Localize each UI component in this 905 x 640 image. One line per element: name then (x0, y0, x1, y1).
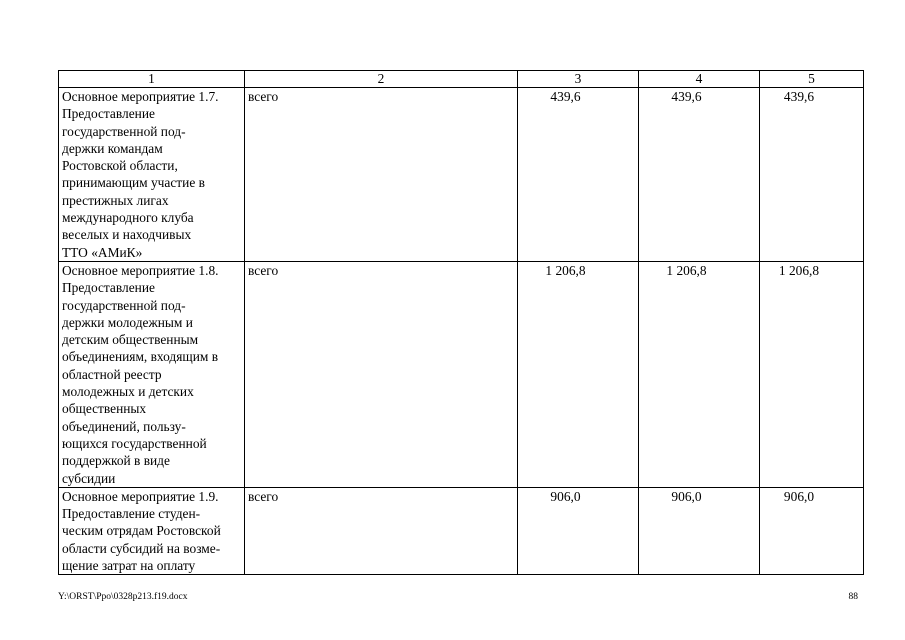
funding-source: всего (245, 88, 518, 262)
description-line: международного клуба (62, 210, 194, 226)
footer-page-number: 88 (848, 592, 858, 602)
description-line: государственной под- (62, 297, 186, 313)
value-col3: 439,6 (518, 88, 639, 262)
activity-description (59, 88, 245, 262)
description-line: Предоставление студен- (62, 506, 201, 522)
table-header-row (59, 71, 864, 88)
description-line: субсидии (62, 470, 116, 486)
description-line: принимающим участие в (62, 175, 205, 191)
activity-description (59, 262, 245, 488)
header-cell-3: 3 (518, 71, 639, 88)
data-table (58, 70, 864, 575)
value-col5: 906,0 (760, 487, 864, 574)
description-line: Ростовской области, (62, 158, 178, 174)
description-line: Основное мероприятие 1.8. (62, 263, 219, 278)
header-cell-4: 4 (639, 71, 760, 88)
footer-file-path: Y:\ORST\Ppo\0328p213.f19.docx (58, 592, 188, 602)
description-line: держки молодежным и (62, 314, 193, 330)
description-line: ющихся государственной (62, 435, 207, 451)
description-line: Основное мероприятие 1.9. (62, 488, 219, 504)
table-row (59, 487, 864, 574)
description-line: объединениям, входящим в (62, 349, 219, 365)
value-col4: 906,0 (639, 487, 760, 574)
value-col3: 906,0 (518, 487, 639, 574)
description-line: Предоставление (62, 280, 155, 296)
description-line: области субсидий на возме- (62, 540, 221, 556)
header-cell-2: 2 (245, 71, 518, 88)
value-col5: 439,6 (760, 88, 864, 262)
table-row (59, 262, 864, 488)
value-col4: 439,6 (639, 88, 760, 262)
value-col3: 1 206,8 (518, 262, 639, 488)
value-col5: 1 206,8 (760, 262, 864, 488)
funding-source: всего (245, 262, 518, 488)
description-line: общественных (62, 401, 147, 417)
description-line: престижных лигах (62, 192, 169, 208)
description-line: щение затрат на оплату (62, 558, 196, 574)
description-line: Основное мероприятие 1.7. (62, 89, 219, 104)
description-line: объединений, пользу- (62, 418, 186, 434)
table-row (59, 88, 864, 262)
activity-description (59, 487, 245, 574)
description-line: детским общественным (62, 332, 199, 348)
description-line: областной реестр (62, 366, 162, 382)
value-col4: 1 206,8 (639, 262, 760, 488)
funding-source: всего (245, 487, 518, 574)
description-line: ТТО «АМиК» (62, 244, 143, 260)
description-line: государственной под- (62, 123, 186, 139)
description-line: Предоставление (62, 106, 155, 122)
description-line: ческим отрядам Ростовской (62, 523, 221, 539)
description-line: веселых и находчивых (62, 227, 192, 243)
description-line: молодежных и детских (62, 384, 194, 400)
header-cell-5: 5 (760, 71, 864, 88)
description-line: поддержкой в виде (62, 453, 170, 469)
description-line: держки командам (62, 140, 163, 156)
header-cell-1: 1 (59, 71, 245, 88)
